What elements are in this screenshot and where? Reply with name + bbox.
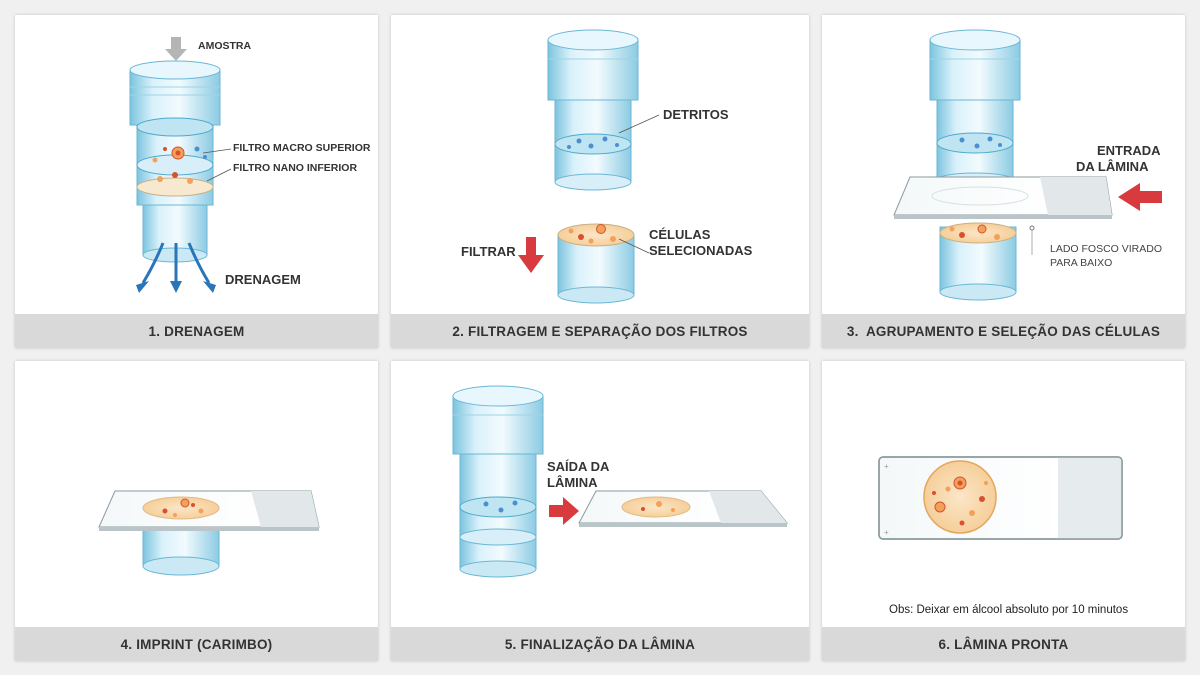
label-detritos: DETRITOS xyxy=(663,107,729,122)
label-lado-1: LADO FOSCO VIRADO xyxy=(1050,243,1163,255)
label-filtro-nano: FILTRO NANO INFERIOR xyxy=(233,162,358,174)
lamina-pronta-illustration xyxy=(822,361,1185,661)
finalizacao-illustration xyxy=(391,361,809,661)
label-saida-1: SAÍDA DA xyxy=(547,459,610,474)
panel-imprint xyxy=(15,361,378,661)
caption-lamina-pronta: 6. LÂMINA PRONTA xyxy=(822,627,1185,661)
panel-drenagem xyxy=(15,15,378,348)
saida-arrow xyxy=(549,497,579,525)
label-entrada-1: ENTRADA xyxy=(1097,143,1161,158)
agrupamento-illustration xyxy=(822,15,1185,348)
panel-agrupamento xyxy=(822,15,1185,348)
imprint-illustration xyxy=(15,361,378,661)
panel-finalizacao xyxy=(391,361,809,661)
caption-imprint: 4. IMPRINT (CARIMBO) xyxy=(15,627,378,661)
label-drenagem: DRENAGEM xyxy=(225,272,301,287)
caption-agrupamento: 3. AGRUPAMENTO E SELEÇÃO DAS CÉLULAS xyxy=(822,314,1185,348)
panel-lamina-pronta xyxy=(822,361,1185,661)
caption-drenagem: 1. DRENAGEM xyxy=(15,314,378,348)
label-saida-2: LÂMINA xyxy=(547,475,598,490)
caption-filtragem: 2. FILTRAGEM E SEPARAÇÃO DOS FILTROS xyxy=(391,314,809,348)
label-filtro-macro: FILTRO MACRO SUPERIOR xyxy=(233,142,371,154)
filtragem-illustration xyxy=(391,15,809,348)
caption-finalizacao: 5. FINALIZAÇÃO DA LÂMINA xyxy=(391,627,809,661)
svg-text:+: + xyxy=(884,528,889,537)
label-amostra: AMOSTRA xyxy=(198,40,252,52)
panel-filtragem xyxy=(391,15,809,348)
sample-arrow xyxy=(165,37,187,61)
svg-text:+: + xyxy=(884,462,889,471)
label-lado-2: PARA BAIXO xyxy=(1050,257,1113,269)
label-entrada-2: DA LÂMINA xyxy=(1076,159,1149,174)
drenagem-illustration xyxy=(15,15,378,348)
label-celulas-2: SELECIONADAS xyxy=(649,243,753,258)
label-celulas-1: CÉLULAS xyxy=(649,227,711,242)
label-filtrar: FILTRAR xyxy=(461,244,516,259)
note-obs: Obs: Deixar em álcool absoluto por 10 minutos xyxy=(889,604,1129,616)
filtrar-arrow xyxy=(518,237,544,273)
entrada-arrow xyxy=(1118,183,1162,211)
